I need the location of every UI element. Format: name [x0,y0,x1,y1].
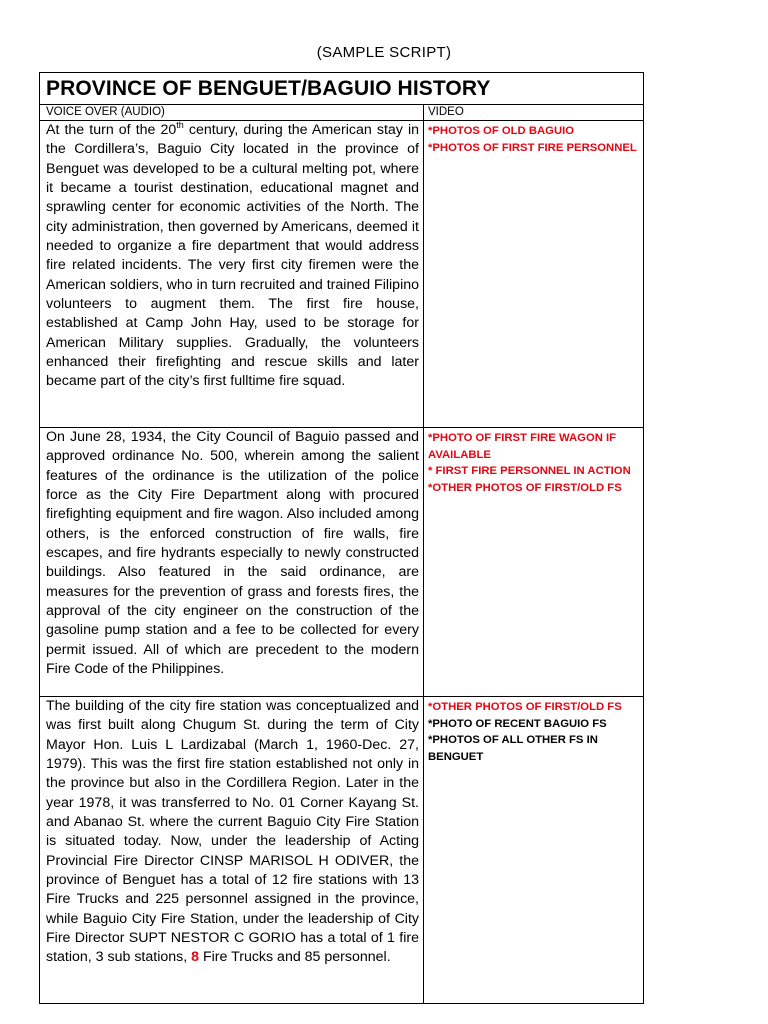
script-table [39,72,644,1004]
voice-over-text-part: Fire Trucks and 85 personnel. [199,949,391,966]
table-title: PROVINCE OF BENGUET/BAGUIO HISTORY [46,77,491,100]
video-note: *PHOTO OF RECENT BAGUIO FS [428,717,607,730]
video-cell [424,697,644,1004]
highlighted-number: 8 [191,949,200,966]
superscript: th [176,120,184,130]
table-row [40,428,644,697]
video-note: *PHOTOS OF OLD BAGUIO [428,125,575,137]
voice-over-text: On June 28, 1934, the City Council of Baguio passed and approved ordinance No. 500, wherein among the salient features of the ordinance is the utilization of the police force as the City Fire Department along with procured firefighting equipment and fire wagon. Also included among others, is the enforced construction of fire walls, fire escapes, and fire hydrants especially to newly constructed buildings. Also featured in the said ordinance, are measures for the prevention of grass and forests fires, the approval of the city engineer on the construction of the gasoline pump station and a fee to be collected for every permit issued. All of which are precedent to the modern Fire Code of the Philippines. [46,429,419,678]
video-note: *OTHER PHOTOS OF FIRST/OLD FS [428,481,622,494]
video-note: *OTHER PHOTOS OF FIRST/OLD FS [428,701,622,713]
table-row [40,697,644,1004]
table-row [40,121,644,428]
video-column-header: VIDEO [424,105,644,121]
video-cell [424,428,644,697]
voice-over-cell [40,428,424,697]
voice-over-text-part: The building of the city fire station was conceptualized and was first built along Chugum St. during the term of City Mayor Hon. Luis L Lardizabal (March 1, 1960-Dec. 27, 1979). This was the first fire station established not only in the province but also in the Cordillera Region. Later in the year 1978, it was transferred to No. 01 Corner Kayang St. and Abanao St. where the current Baguio City Fire Station is situated today. Now, under the leadership of Acting Provincial Fire Director CINSP MARISOL H ODIVER, the province of Benguet has a total of 12 fire stations with 13 Fire Trucks and 225 personnel assigned in the province, while Baguio City Fire Station, under the leadership of City Fire Director SUPT NESTOR C GORIO has a total of 1 fire station, 3 sub stations, [46,698,419,966]
video-note: *PHOTOS OF ALL OTHER FS IN BENGUET [428,734,598,763]
video-note: *PHOTO OF FIRST FIRE WAGON IF AVAILABLE [428,432,617,461]
video-note: * FIRST FIRE PERSONNEL IN ACTION [428,465,631,478]
voice-over-text [46,121,419,392]
voice-over-text [46,697,419,968]
voice-over-cell [40,697,424,1004]
column-header-row [40,105,644,121]
page-header: (SAMPLE SCRIPT) [316,44,452,61]
video-cell [424,121,644,428]
voice-over-text-part: century, during the American stay in the Cordillera’s, Baguio City located in the province of Benguet was developed to be a cultural melting pot, where it became a tourist destination, educational magnet and sprawling center for economic activities of the North. The city administration, then governed by Americans, deemed it needed to organize a fire department that would address fire related incidents. The very first city firemen were the American soldiers, who in turn recruited and trained Filipino volunteers to augment them. The first fire house, established at Camp John Hay, used to be storage for American Military supplies. Gradually, the volunteers enhanced their firefighting and rescue skills and later became part of the city’s first fulltime fire squad. [46,122,419,390]
title-cell [40,73,644,105]
voice-over-cell [40,121,424,428]
voice-over-text-part: At the turn of the 20 [46,122,177,138]
title-row [40,73,644,105]
video-note: *PHOTOS OF FIRST FIRE PERSONNEL [428,141,637,154]
audio-column-header: VOICE OVER (AUDIO) [40,105,424,121]
